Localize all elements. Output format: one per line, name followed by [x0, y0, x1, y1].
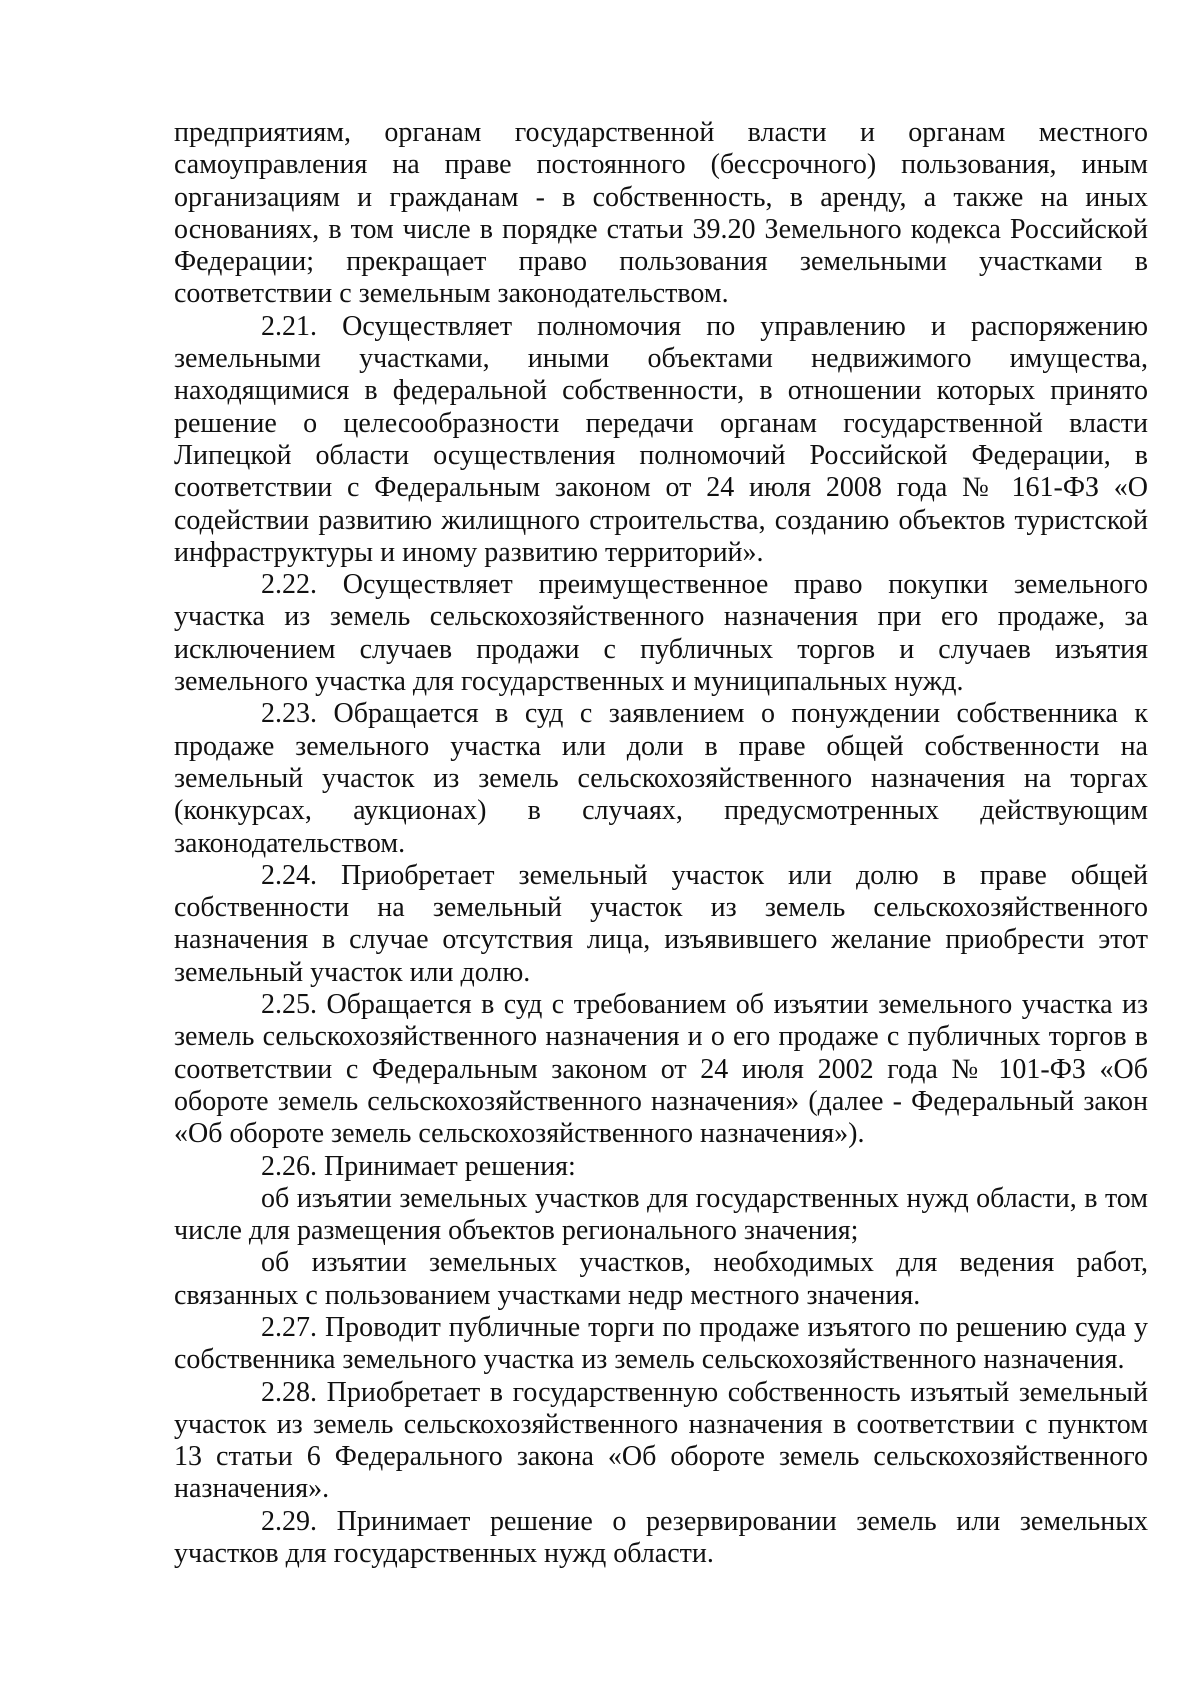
paragraph-number: 2.27.: [261, 1311, 317, 1343]
paragraph-2-27: [174, 1312, 1148, 1377]
paragraph-continuation: [174, 117, 1148, 311]
paragraph-2-24: [174, 860, 1148, 989]
paragraph-2-26: [174, 1151, 1148, 1183]
paragraph-text: Принимает решение о резервировании земель или земельных участков для государственных нужд области.: [174, 1505, 1149, 1570]
paragraph-text: Осуществляет полномочия по управлению и распоряжению земельными участками, иными объектами недвижимого имущества, находящимися в федеральной собственности, в отношении которых принято решение о целесообразности передачи органам государственной власти Липецкой области осуществления полномочий Российской Федерации, в соответствии с Федеральным законом от 24 июля 2008 года № 161-ФЗ «О содействии развитию жилищного строительства, созданию объектов туристской инфраструктуры и иному развитию территорий».: [174, 310, 1149, 568]
paragraph-number: 2.22.: [261, 569, 317, 601]
paragraph-number: 2.24.: [261, 859, 317, 891]
paragraph-text: Обращается в суд с требованием об изъятии земельного участка из земель сельскохозяйственного назначения и о его продаже с публичных торгов в соответствии с Федеральным законом от 24 июля 2002 года № 101-ФЗ «Об обороте земель сельскохозяйственного назначения» (далее - Федеральный закон «Об обороте земель сельскохозяйственного назначения»).: [174, 989, 1148, 1150]
paragraph-number: 2.25.: [261, 989, 317, 1021]
paragraph-number: 2.28.: [261, 1376, 317, 1408]
paragraph-text: об изъятии земельных участков для государственных нужд области, в том числе для размещения объектов регионального значения;: [174, 1182, 1148, 1247]
paragraph-2-23: [174, 698, 1148, 859]
paragraph-2-25: [174, 989, 1148, 1150]
paragraph-number: 2.23.: [261, 698, 317, 730]
paragraph-text: об изъятии земельных участков, необходимых для ведения работ, связанных с пользованием участками недр местного значения.: [174, 1247, 1148, 1311]
paragraph-text: Принимает решения:: [324, 1150, 576, 1182]
paragraph-2-29: [174, 1506, 1148, 1571]
paragraph-2-26-item-2: [174, 1247, 1148, 1312]
paragraph-2-22: [174, 569, 1148, 698]
paragraph-text: Обращается в суд с заявлением о понуждении собственника к продаже земельного участка или доли в праве общей собственности на земельный участок из земель сельскохозяйственного назначения на торгах (конкурсах, аукционах) в случаях, предусмотренных действующим законодательством.: [174, 698, 1148, 859]
paragraph-number: 2.26.: [261, 1150, 317, 1182]
paragraph-2-26-item-1: [174, 1183, 1148, 1248]
paragraph-number: 2.29.: [261, 1505, 317, 1537]
paragraph-text: предприятиям, органам государственной власти и органам местного самоуправления на праве постоянного (бессрочного) пользования, иным организациям и гражданам - в собственность, в аренду, а также на иных основаниях, в том числе в порядке статьи 39.20 Земельного кодекса Российской Федерации; прекращает право пользования земельными участками в соответствии с земельным законодательством.: [174, 117, 1148, 310]
paragraph-text: Проводит публичные торги по продаже изъятого по решению суда у собственника земельного участка из земель сельскохозяйственного назначения.: [174, 1311, 1149, 1376]
document-page: [174, 117, 1148, 1570]
paragraph-2-21: [174, 311, 1148, 569]
paragraph-text: Приобретает земельный участок или долю в праве общей собственности на земельный участок из земель сельскохозяйственного назначения в случае отсутствия лица, изъявившего желание приобрести этот земельный участок или долю.: [174, 859, 1148, 988]
paragraph-2-28: [174, 1377, 1148, 1506]
paragraph-text: Осуществляет преимущественное право покупки земельного участка из земель сельскохозяйственного назначения при его продаже, за исключением случаев продажи с публичных торгов и случаев изъятия земельного участка для государственных и муниципальных нужд.: [174, 569, 1148, 698]
paragraph-text: Приобретает в государственную собственность изъятый земельный участок из земель сельскохозяйственного назначения в соответствии с пунктом 13 статьи 6 Федерального закона «Об обороте земель сельскохозяйственного назначения».: [174, 1376, 1149, 1505]
paragraph-number: 2.21.: [261, 310, 317, 342]
